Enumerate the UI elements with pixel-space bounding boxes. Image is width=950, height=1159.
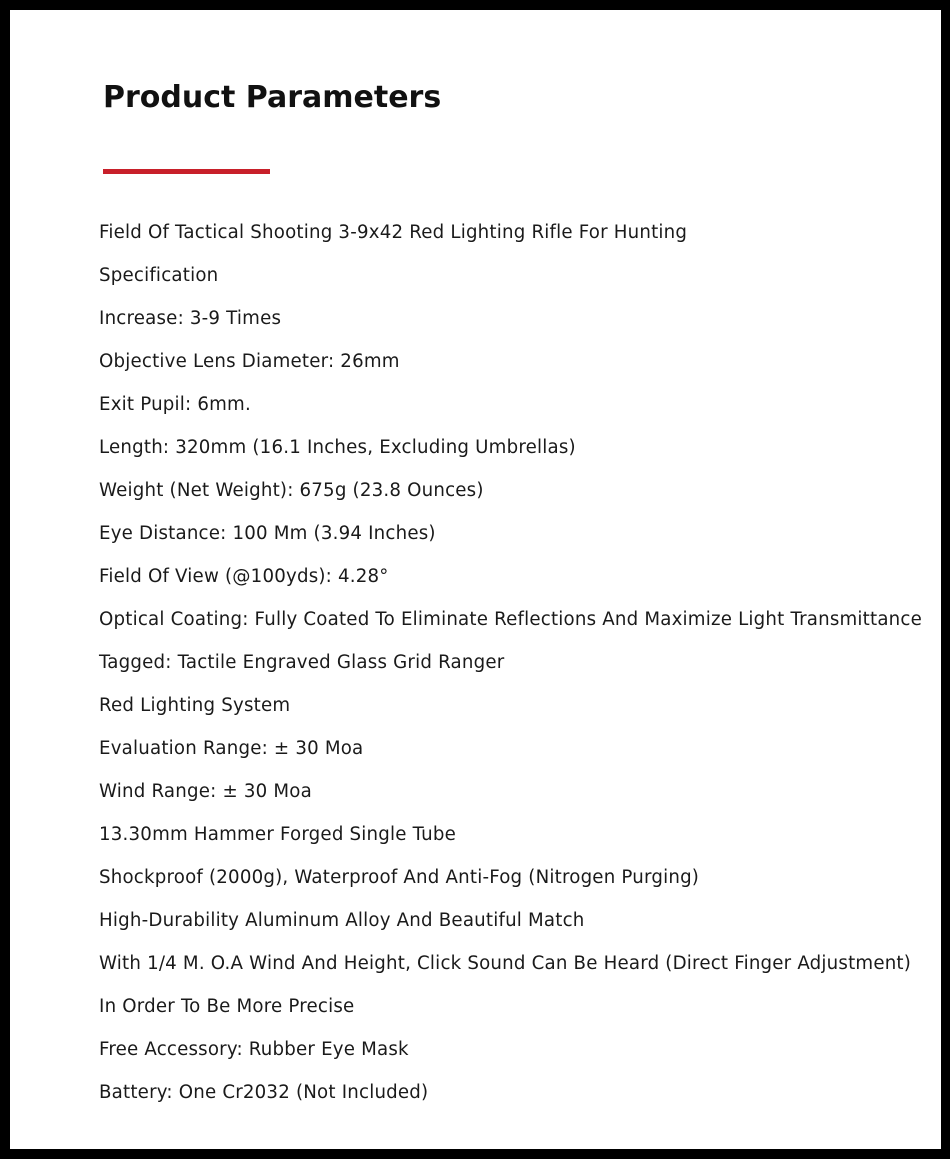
spec-line-weight: Weight (Net Weight): 675g (23.8 Ounces) xyxy=(99,480,484,501)
spec-line-precision: In Order To Be More Precise xyxy=(99,996,355,1017)
spec-line-specification-heading: Specification xyxy=(99,265,219,286)
spec-line-battery: Battery: One Cr2032 (Not Included) xyxy=(99,1082,429,1103)
spec-line-wind-range: Wind Range: ± 30 Moa xyxy=(99,781,312,802)
spec-line-objective-lens-diameter: Objective Lens Diameter: 26mm xyxy=(99,351,400,372)
spec-line-elevation-range: Evaluation Range: ± 30 Moa xyxy=(99,738,364,759)
spec-line-adjustment: With 1/4 M. O.A Wind And Height, Click Sound Can Be Heard (Direct Finger Adjustment) xyxy=(99,953,912,974)
spec-line-product-name: Field Of Tactical Shooting 3-9x42 Red Lighting Rifle For Hunting xyxy=(99,222,688,243)
title-accent-bar xyxy=(103,169,270,174)
spec-line-accessory: Free Accessory: Rubber Eye Mask xyxy=(99,1039,409,1060)
spec-line-reticle: Tagged: Tactile Engraved Glass Grid Ranger xyxy=(99,652,505,673)
spec-list xyxy=(99,211,922,1114)
spec-line-field-of-view: Field Of View (@100yds): 4.28° xyxy=(99,566,389,587)
spec-line-tube: 13.30mm Hammer Forged Single Tube xyxy=(99,824,457,845)
spec-line-shockproof: Shockproof (2000g), Waterproof And Anti-Fog (Nitrogen Purging) xyxy=(99,867,700,888)
section-title: Product Parameters xyxy=(103,80,442,115)
product-parameters-card xyxy=(10,10,941,1149)
spec-line-length: Length: 320mm (16.1 Inches, Excluding Umbrellas) xyxy=(99,437,576,458)
spec-line-lighting-system: Red Lighting System xyxy=(99,695,291,716)
spec-line-exit-pupil: Exit Pupil: 6mm. xyxy=(99,394,251,415)
spec-line-magnification: Increase: 3-9 Times xyxy=(99,308,282,329)
spec-line-material: High-Durability Aluminum Alloy And Beautiful Match xyxy=(99,910,585,931)
spec-line-eye-distance: Eye Distance: 100 Mm (3.94 Inches) xyxy=(99,523,436,544)
spec-line-optical-coating: Optical Coating: Fully Coated To Eliminate Reflections And Maximize Light Transmittance xyxy=(99,609,922,630)
